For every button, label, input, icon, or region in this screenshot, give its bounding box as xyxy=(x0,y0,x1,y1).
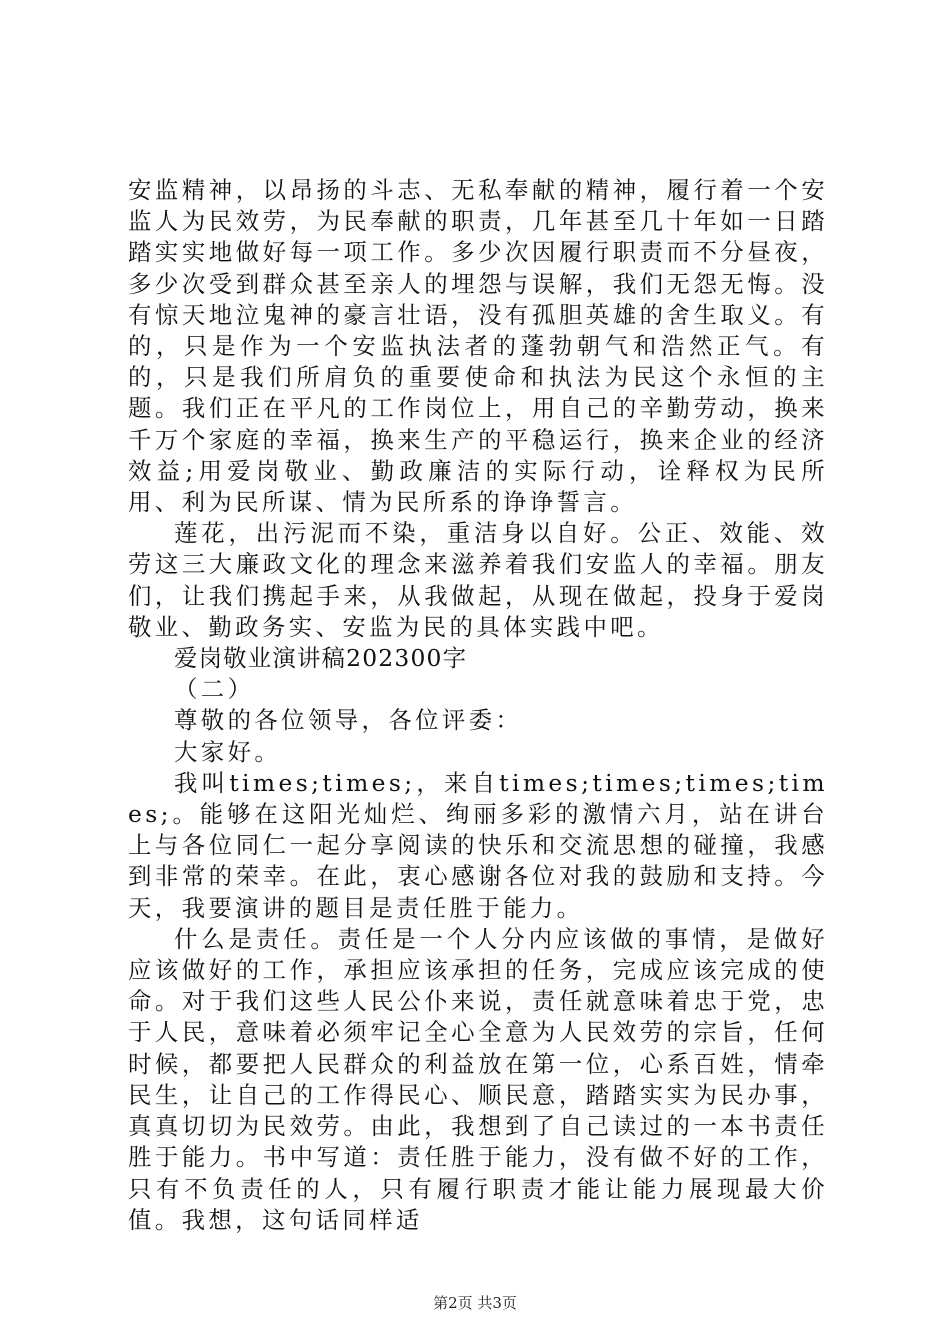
section-title: 爱岗敬业演讲稿202300字 xyxy=(174,644,468,673)
section-number: （二） xyxy=(174,675,255,704)
paragraph-continued: 安监精神，以昂扬的斗志、无私奉献的精神，履行着一个安监人为民效劳，为民奉献的职责，几年甚至几十年如一日踏踏实实地做好每一项工作。多少次因履行职责而不分昼夜，多少次受到群众甚至亲人的埋怨与误解，我们无怨无悔。没有惊天地泣鬼神的豪言壮语，没有孤胆英雄的舍生取义。有的，只是作为一个安监执法者的蓬勃朝气和浩然正气。有的，只是我们所肩负的重要使命和执法为民这个永恒的主题。我们正在平凡的工作岗位上，用自己的辛勤劳动，换来千万个家庭的幸福，换来生产的平稳运行，换来企业的经济效益;用爱岗敬业、勤政廉洁的实际行动，诠释权为民所用、利为民所谋、情为民所系的诤诤誓言。 xyxy=(128,176,828,517)
paragraph-responsibility: 什么是责任。责任是一个人分内应该做的事情，是做好应该做好的工作，承担应该承担的任务，完成应该完成的使命。对于我们这些人民公仆来说，责任就意味着忠于党，忠于人民，意味着必须牢记全心全意为人民效劳的宗旨，任何时候，都要把人民群众的利益放在第一位，心系百姓，情牵民生，让自己的工作得民心、顺民意，踏踏实实为民办事，真真切切为民效劳。由此，我想到了自己读过的一本书责任胜于能力。书中写道：责任胜于能力，没有做不好的工作，只有不负责任的人，只有履行职责才能让能力展现最大价值。我想，这句话同样适 xyxy=(128,924,828,1234)
salutation: 尊敬的各位领导，各位评委： xyxy=(174,706,523,735)
document-body xyxy=(128,175,828,1236)
page-number-footer: 第2页 共3页 xyxy=(433,1294,517,1312)
paragraph-lotus: 莲花，出污泥而不染，重洁身以自好。公正、效能、效劳这三大廉政文化的理念来滋养着我们安监人的幸福。朋友们，让我们携起手来，从我做起，从现在做起，投身于爱岗敬业、勤政务实、安监为民的具体实践中吧。 xyxy=(128,519,828,641)
paragraph-introduction: 我叫times;times;，来自times;times;times;times;。能够在这阳光灿烂、绚丽多彩的激情六月，站在讲台上与各位同仁一起分享阅读的快乐和交流思想的碰撞，我感到非常的荣幸。在此，衷心感谢各位对我的鼓励和支持。今天，我要演讲的题目是责任胜于能力。 xyxy=(128,768,828,922)
greeting: 大家好。 xyxy=(174,737,282,766)
